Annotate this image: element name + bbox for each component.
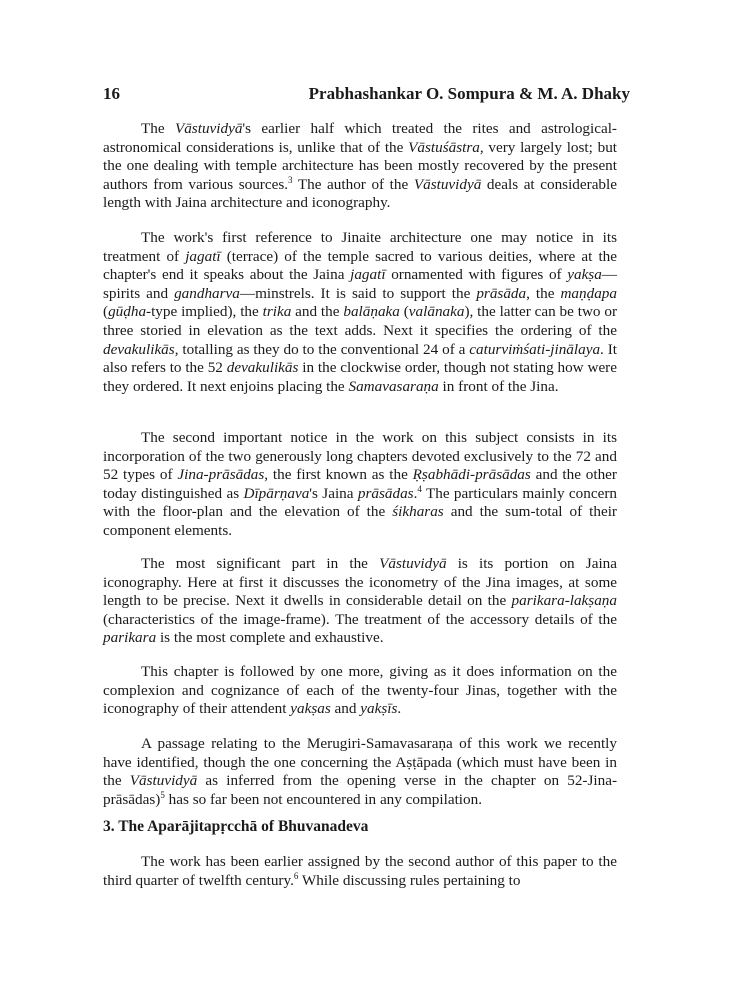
text-run: is its portion on Jaina iconography. Here at first it discusses the iconometry of the Jina images, at some length to be precise. Next it dwells in considerable detail on the (103, 555, 617, 610)
italic-term: Vāstuśāstra (408, 138, 480, 156)
italic-term: parikara-lakṣaṇa (511, 592, 617, 610)
text-run: , very largely lost; but the one dealing with temple architecture has been mostly recovered by the present authors from various sources. (103, 138, 618, 193)
page-header (103, 84, 630, 110)
paragraph (103, 120, 617, 213)
paragraph (103, 735, 617, 809)
italic-term: Jina-prāsādas (177, 466, 265, 484)
text-run: ), the latter can be two or three storied in elevation as the text adds. Next it specifies the ordering of the (103, 303, 618, 339)
italic-term: prāsādas (357, 484, 414, 502)
text-run: (characteristics of the image-frame). The treatment of the accessory details of the (103, 610, 617, 628)
text-run: and (330, 700, 361, 718)
text-run: ( (399, 303, 409, 321)
text-run: , the first known as the (264, 466, 413, 484)
italic-term: balāṇaka (343, 303, 400, 321)
paragraph-last (103, 853, 617, 890)
italic-term: trika (262, 303, 292, 321)
italic-term: valānaka (408, 303, 465, 321)
text-run: -type implied), the (146, 303, 263, 321)
paragraph (103, 663, 617, 719)
text-run: A passage relating to the Merugiri-Samavasaraṇa of this work we recently have identified, though the one concerning the Aṣṭāpada (which must have been in the (103, 735, 617, 790)
italic-term: maṇḍapa (560, 284, 617, 302)
italic-term: Samavasaraṇa (348, 377, 439, 395)
text-run: and the sum-total of their component elements. (103, 503, 617, 539)
paragraph (103, 555, 617, 648)
text-run: The most significant part in the (141, 555, 380, 572)
italic-term: yakṣa (567, 266, 602, 284)
text-run: . (413, 484, 418, 502)
italic-term: Vāstuvidyā (379, 555, 447, 572)
text-run: —minstrels. It is said to support the (239, 284, 477, 302)
text-run: deals at considerable length with Jaina architecture and iconography. (103, 175, 617, 212)
text-run: and the other today distinguished as (103, 466, 617, 502)
footnote-ref: 6 (293, 870, 299, 881)
italic-term: gūḍha (108, 303, 147, 321)
text-run: has so far been not encountered in any compilation. (164, 790, 483, 808)
text-run: 's Jaina (309, 484, 358, 502)
text-run: 's earlier half which treated the rites and astrological-astronomical considerations is, unlike that of the (103, 120, 617, 156)
italic-term: parikara (103, 629, 157, 647)
text-run: This chapter is followed by one more, giving as it does information on the complexion and cognizance of each of the twenty-four Jinas, together with the iconography of their attendent (103, 663, 617, 718)
running-title: Prabhashankar O. Sompura & M. A. Dhaky (308, 84, 630, 103)
text-run: and the (291, 303, 344, 321)
text-run: The work has been earlier assigned by the second author of this paper to the third quarter of twelfth century. (103, 853, 617, 889)
text-run: The particulars mainly concern with the floor-plan and the elevation of the (103, 484, 617, 521)
text-run: While discussing rules pertaining to (298, 871, 521, 889)
italic-term: śikharas (392, 503, 444, 521)
text-run: . (397, 700, 402, 718)
footnote-ref: 5 (160, 789, 165, 800)
text-run: The second important notice in the work on this subject consists in its incorporation of the two generously long chapters devoted exclusively to the 72 and 52 types of (103, 429, 617, 484)
text-run: The work's first reference to Jinaite architecture one may notice in its treatment of (103, 229, 617, 265)
paragraph (103, 429, 617, 541)
text-run: as inferred from the opening verse in the chapter on 52-Jina-prāsādas) (103, 772, 617, 808)
italic-term: Vāstuvidyā (174, 120, 243, 137)
text-run: . It also refers to the 52 (103, 340, 618, 377)
italic-term: gandharva (174, 284, 240, 302)
section-heading: 3. The Aparājitapṛcchā of Bhuvanadeva (103, 818, 369, 835)
italic-term: caturviṁśati-jinālaya (469, 340, 601, 358)
italic-term: devakulikās (103, 340, 175, 358)
italic-term: yakṣas (290, 700, 331, 718)
page-number: 16 (103, 84, 120, 103)
italic-term: yakṣīs (360, 700, 398, 718)
text-run: in front of the Jina. (438, 377, 559, 395)
text-run: (terrace) of the temple sacred to various deities, where at the chapter's end it speaks about the Jaina (103, 247, 617, 284)
italic-term: devakulikās (226, 359, 299, 377)
italic-term: jagatī (350, 266, 386, 284)
text-run: , totalling as they do to the conventional 24 of a (174, 340, 470, 358)
italic-term: Vāstuvidyā (129, 772, 198, 790)
text-run: ornamented with figures of (385, 266, 568, 284)
text-run: The (141, 120, 175, 137)
text-run: ( (103, 303, 109, 321)
text-run: is the most complete and exhaustive. (156, 629, 384, 647)
text-run: in the clockwise order, though not stating how were they ordered. It next enjoins placing the (103, 359, 617, 395)
footnote-ref: 3 (288, 174, 293, 185)
italic-term: Dīpārṇava (243, 484, 310, 502)
text-run: , the (526, 284, 561, 302)
italic-term: Ṛṣabhādi-prāsādas (412, 466, 531, 484)
paragraph (103, 229, 617, 396)
text-run: —spirits and (103, 266, 618, 302)
text-run: The author of the (292, 175, 414, 193)
footnote-ref: 4 (417, 483, 422, 494)
italic-term: jagatī (185, 247, 221, 265)
italic-term: prāsāda (476, 284, 527, 302)
italic-term: Vāstuvidyā (413, 175, 482, 193)
